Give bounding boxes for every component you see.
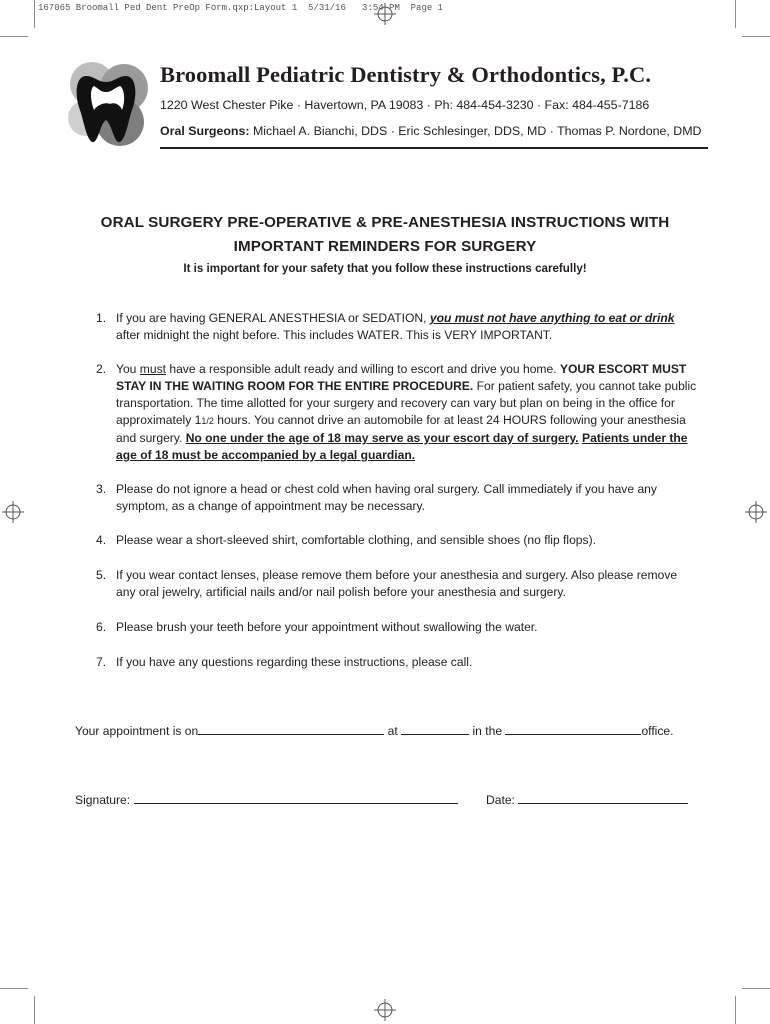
crop-mark: [0, 36, 28, 37]
oral-surgeons-line: [160, 124, 701, 138]
appointment-date-field[interactable]: [198, 723, 384, 735]
instruction-text-part: If you are having GENERAL ANESTHESIA or SEDATION,: [116, 311, 430, 325]
registration-mark-icon: [374, 999, 396, 1021]
registration-mark-icon: [2, 501, 24, 523]
instruction-number: 2.: [96, 362, 107, 376]
instruction-text: [116, 310, 698, 344]
instruction-number: 7.: [96, 655, 107, 669]
fraction: 1/2: [201, 416, 214, 426]
instruction-emphasis: must: [139, 362, 166, 376]
instruction-emphasis: Patients under the age of 18 must be accompanied by a legal guardian.: [116, 431, 688, 462]
date-field[interactable]: [518, 792, 688, 804]
crop-mark: [34, 996, 35, 1024]
instruction-item: [96, 481, 698, 515]
appointment-at-label: at: [387, 724, 398, 738]
signature-label: Signature:: [75, 793, 131, 807]
date-label: Date:: [486, 793, 515, 807]
instruction-emphasis: you must not have anything to eat or drink: [429, 311, 675, 325]
appointment-line: [75, 723, 674, 738]
crop-mark: [742, 988, 770, 989]
instruction-text-part: have a responsible adult ready and willing to escort and drive you home.: [166, 362, 560, 376]
instruction-text: If you wear contact lenses, please remove them before your anesthesia and surgery. Also please remove any oral jewelry, artificial nails and/or nail polish before your anesthesia and surgery.: [116, 568, 678, 599]
appointment-office-label: office.: [641, 724, 674, 738]
practice-address: 1220 West Chester Pike · Havertown, PA 19083 · Ph: 484-454-3230 · Fax: 484-455-7186: [160, 98, 650, 112]
appointment-in-the-label: in the: [472, 724, 503, 738]
crop-mark: [34, 0, 35, 28]
instruction-item: [96, 532, 698, 549]
instruction-number: 4.: [96, 533, 107, 547]
instruction-text: Please wear a short-sleeved shirt, comfortable clothing, and sensible shoes (no flip flops).: [116, 533, 596, 547]
instruction-number: 5.: [96, 568, 107, 582]
registration-mark-icon: [745, 501, 767, 523]
signature-field[interactable]: [134, 792, 458, 804]
crop-mark: [735, 0, 736, 28]
form-title-line-2: IMPORTANT REMINDERS FOR SURGERY: [233, 238, 537, 255]
print-slug: 167065 Broomall Ped Dent PreOp Form.qxp:Layout 1 5/31/16 3:54 PM Page 1: [38, 3, 444, 13]
crop-mark: [0, 988, 28, 989]
oral-surgeons-label: Oral Surgeons:: [160, 124, 250, 138]
signature-line: [75, 792, 458, 807]
instruction-number: 6.: [96, 620, 107, 634]
instruction-item: [96, 361, 698, 464]
appointment-office-field[interactable]: [505, 723, 641, 735]
instruction-text: If you have any questions regarding these instructions, please call.: [116, 655, 473, 669]
instruction-item: [96, 310, 698, 344]
appointment-time-field[interactable]: [401, 723, 469, 735]
practice-name: Broomall Pediatric Dentistry & Orthodontics, P.C.: [160, 62, 652, 87]
instruction-number: 3.: [96, 482, 107, 496]
instruction-emphasis: YOUR ESCORT MUST STAY IN THE WAITING ROOM FOR THE ENTIRE PROCEDURE.: [116, 362, 687, 393]
instruction-item: [96, 619, 698, 636]
instruction-item: [96, 567, 698, 601]
instruction-text-part: after midnight the night before. This includes WATER. This is VERY IMPORTANT.: [116, 328, 553, 342]
header-rule: [160, 147, 708, 149]
date-line: [486, 792, 688, 807]
appointment-label: Your appointment is on: [75, 724, 199, 738]
instruction-emphasis: No one under the age of 18 may serve as your escort day of surgery.: [185, 431, 579, 445]
instruction-text-part: For patient safety, you cannot take public transportation. The time allotted for your surgery and recovery can vary but plan on being in the office for approximately 1: [116, 379, 697, 427]
form-subtitle: It is important for your safety that you follow these instructions carefully!: [183, 262, 587, 275]
instruction-text: Please do not ignore a head or chest cold when having oral surgery. Call immediately if you have any symptom, as a change of appointment may be necessary.: [116, 482, 657, 513]
instruction-number: 1.: [96, 311, 107, 325]
instruction-text-part: hours. You cannot drive an automobile for at least 24 HOURS following your anesthesia and surgery.: [116, 413, 686, 445]
registration-mark-icon: [374, 3, 396, 25]
instruction-text: [116, 361, 698, 464]
crop-mark: [742, 36, 770, 37]
instruction-text: Please brush your teeth before your appointment without swallowing the water.: [116, 620, 538, 634]
instruction-text-part: You: [116, 362, 140, 376]
oral-surgeons-names: Michael A. Bianchi, DDS · Eric Schlesinger, DDS, MD · Thomas P. Nordone, DMD: [252, 124, 702, 138]
tooth-logo-icon: [62, 58, 154, 150]
instruction-item: [96, 654, 698, 671]
crop-mark: [735, 996, 736, 1024]
form-title-line-1: ORAL SURGERY PRE-OPERATIVE & PRE-ANESTHESIA INSTRUCTIONS WITH: [100, 214, 670, 231]
